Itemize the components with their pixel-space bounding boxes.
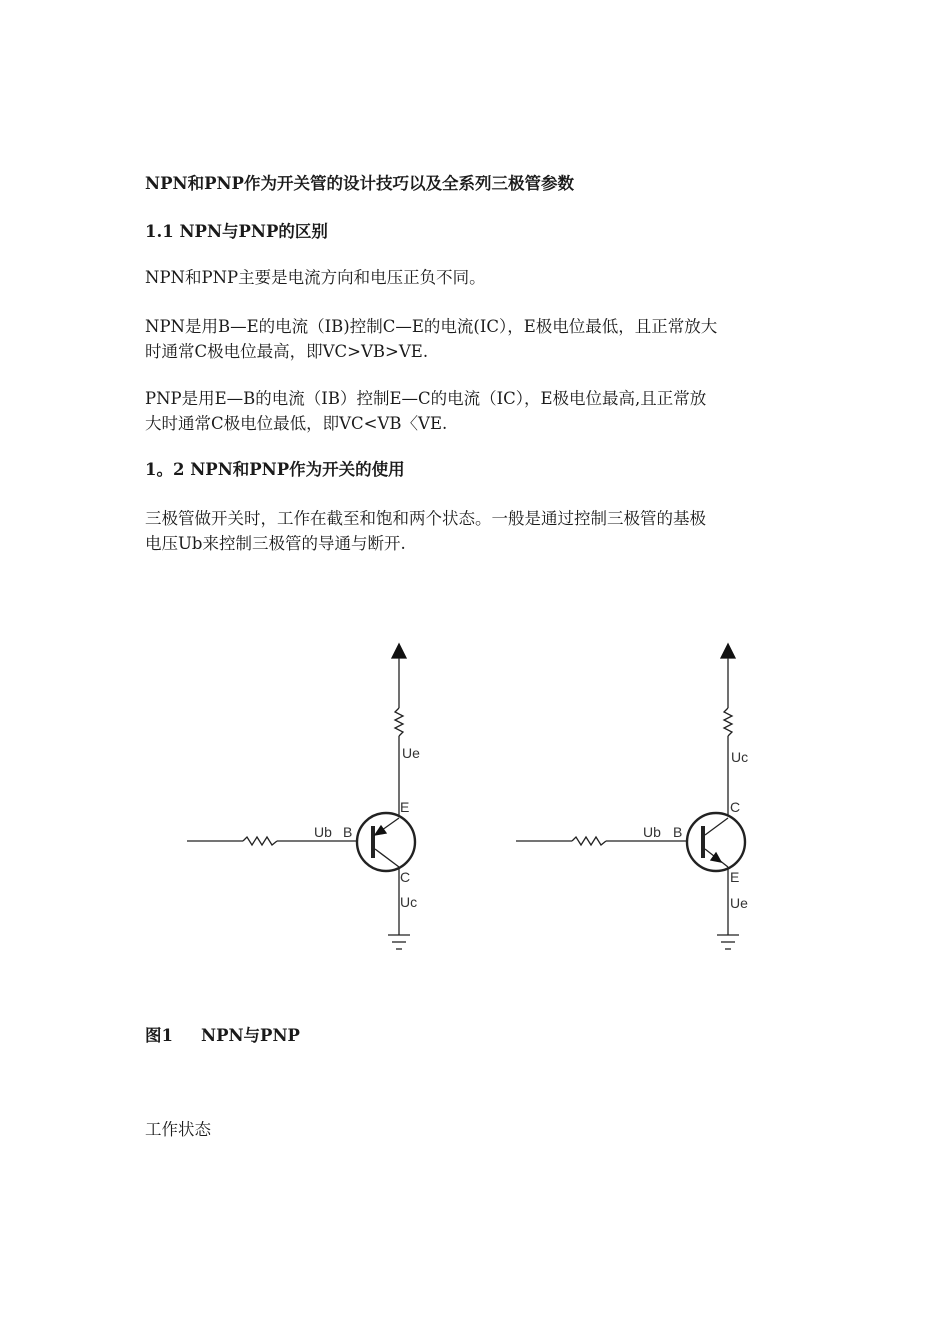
pnp-lower-pin-label: E [730,869,740,885]
npn-bottom-voltage-label: Uc [400,894,418,910]
pnp-circuit [516,644,745,949]
emitter-arrow-icon [375,826,386,835]
transistor-body [357,813,415,871]
npn-upper-pin-label: E [400,799,410,815]
npn-circuit [187,644,418,949]
npn-top-voltage-label: Ue [402,745,420,761]
figure-number: 图1 [145,1026,173,1045]
npn-lower-pin-label: C [400,869,411,885]
section-1-paragraph-npn [145,314,805,364]
paragraph-line: 大时通常C极电位最低，即VC<VB〈VE. [145,414,448,433]
pnp-top-voltage-label: Uc [731,749,749,765]
section-1-paragraph-pnp [145,386,805,436]
page-title: NPN和PNP作为开关管的设计技巧以及全系列三极管参数 [145,174,574,193]
base-resistor [243,837,277,845]
paragraph-line: 三极管做开关时，工作在截至和饱和两个状态。一般是通过控制三极管的基极 [145,509,706,528]
section-1-paragraph-1: NPN和PNP主要是电流方向和电压正负不同。 [145,268,486,287]
paragraph-line: NPN是用B—E的电流（IB)控制C—E的电流(IC），E极电位最低，且正常放大 [145,317,718,336]
collector-resistor [395,708,403,736]
supply-arrow-icon [392,644,406,658]
paragraph-line: PNP是用E—B的电流（IB）控制E—C的电流（IC），E极电位最高,且正常放 [145,389,707,408]
base-resistor [572,837,606,845]
section-1-heading: 1.1 NPN与PNP的区别 [145,222,328,241]
npn-base-pin-label: B [343,824,353,840]
working-state-heading: 工作状态 [145,1120,211,1139]
transistor-body [687,813,745,871]
section-2-paragraph [145,506,805,556]
pnp-base-pin-label: B [673,824,683,840]
figure-caption-text: NPN与PNP [200,1026,300,1045]
section-2-heading: 1。2 NPN和PNP作为开关的使用 [145,460,405,479]
pnp-upper-pin-label: C [730,799,741,815]
transistor-circuit-figure [0,630,950,970]
pnp-base-voltage-label: Ub [643,824,661,840]
paragraph-line: 时通常C极电位最高，即VC>VB>VE. [145,342,429,361]
pnp-bottom-voltage-label: Ue [730,895,748,911]
paragraph-line: 电压Ub来控制三极管的导通与断开. [145,534,406,553]
npn-base-voltage-label: Ub [314,824,332,840]
figure-caption [145,1024,300,1048]
supply-arrow-icon [721,644,735,658]
collector-resistor [724,708,732,736]
